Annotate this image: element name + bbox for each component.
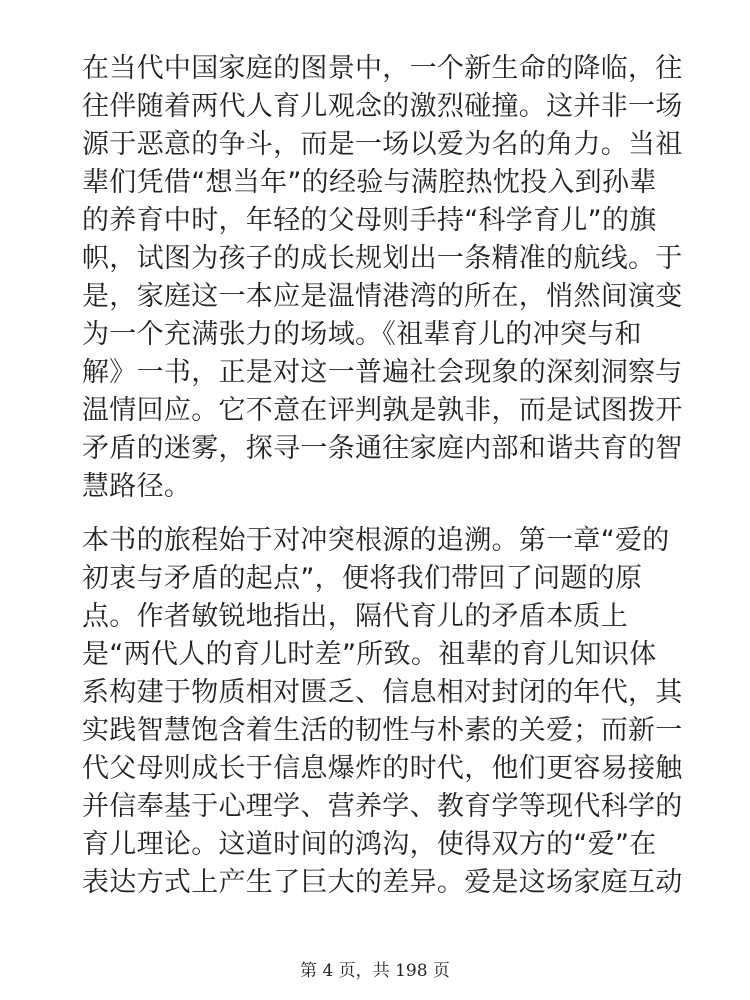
text-line: 矛盾的迷雾，探寻一条通往家庭内部和谐共育的智: [82, 433, 683, 464]
text-line: 代父母则成长于信息爆炸的时代，他们更容易接触: [82, 753, 683, 784]
text-line: 解》一书，正是对这一普遍社会现象的深刻洞察与: [82, 357, 683, 388]
document-body: [82, 50, 683, 902]
text-line: 帜，试图为孩子的成长规划出一条精准的航线。于: [82, 243, 683, 274]
page-number-footer: 第 4 页，共 198 页: [300, 961, 450, 981]
paragraph-1: [82, 50, 683, 506]
text-line: 往伴随着两代人育儿观念的激烈碰撞。这并非一场: [82, 91, 683, 122]
text-line: 是，家庭这一本应是温情港湾的所在，悄然间演变: [82, 281, 683, 312]
text-line: 是“两代人的育儿时差”所致。祖辈的育儿知识体: [82, 639, 657, 670]
text-line: 在当代中国家庭的图景中，一个新生命的降临，往: [82, 53, 683, 84]
text-line: 点。作者敏锐地指出，隔代育儿的矛盾本质上: [82, 601, 628, 632]
paragraph-2: [82, 522, 683, 902]
text-line: 表达方式上产生了巨大的差异。爱是这场家庭互动: [82, 867, 683, 898]
text-line: 辈们凭借“想当年”的经验与满腔热忱投入到孙辈: [82, 167, 657, 198]
text-line: 系构建于物质相对匮乏、信息相对封闭的年代，其: [82, 677, 683, 708]
text-line: 本书的旅程始于对冲突根源的追溯。第一章“爱的: [82, 525, 670, 556]
text-line: 为一个充满张力的场域。《祖辈育儿的冲突与和: [82, 319, 642, 350]
text-line: 并信奉基于心理学、营养学、教育学等现代科学的: [82, 791, 683, 822]
text-line: 的养育中时，年轻的父母则手持“科学育儿”的旗: [82, 205, 657, 236]
text-line: 慧路径。: [82, 471, 192, 502]
text-line: 温情回应。它不意在评判孰是孰非，而是试图拨开: [82, 395, 683, 426]
text-line: 实践智慧饱含着生活的韧性与朴素的关爱；而新一: [82, 715, 683, 746]
text-line: 源于恶意的争斗，而是一场以爱为名的角力。当祖: [82, 129, 683, 160]
text-line: 育儿理论。这道时间的鸿沟，使得双方的“爱”在: [82, 829, 657, 860]
text-line: 初衷与矛盾的起点”，便将我们带回了问题的原: [82, 563, 643, 594]
